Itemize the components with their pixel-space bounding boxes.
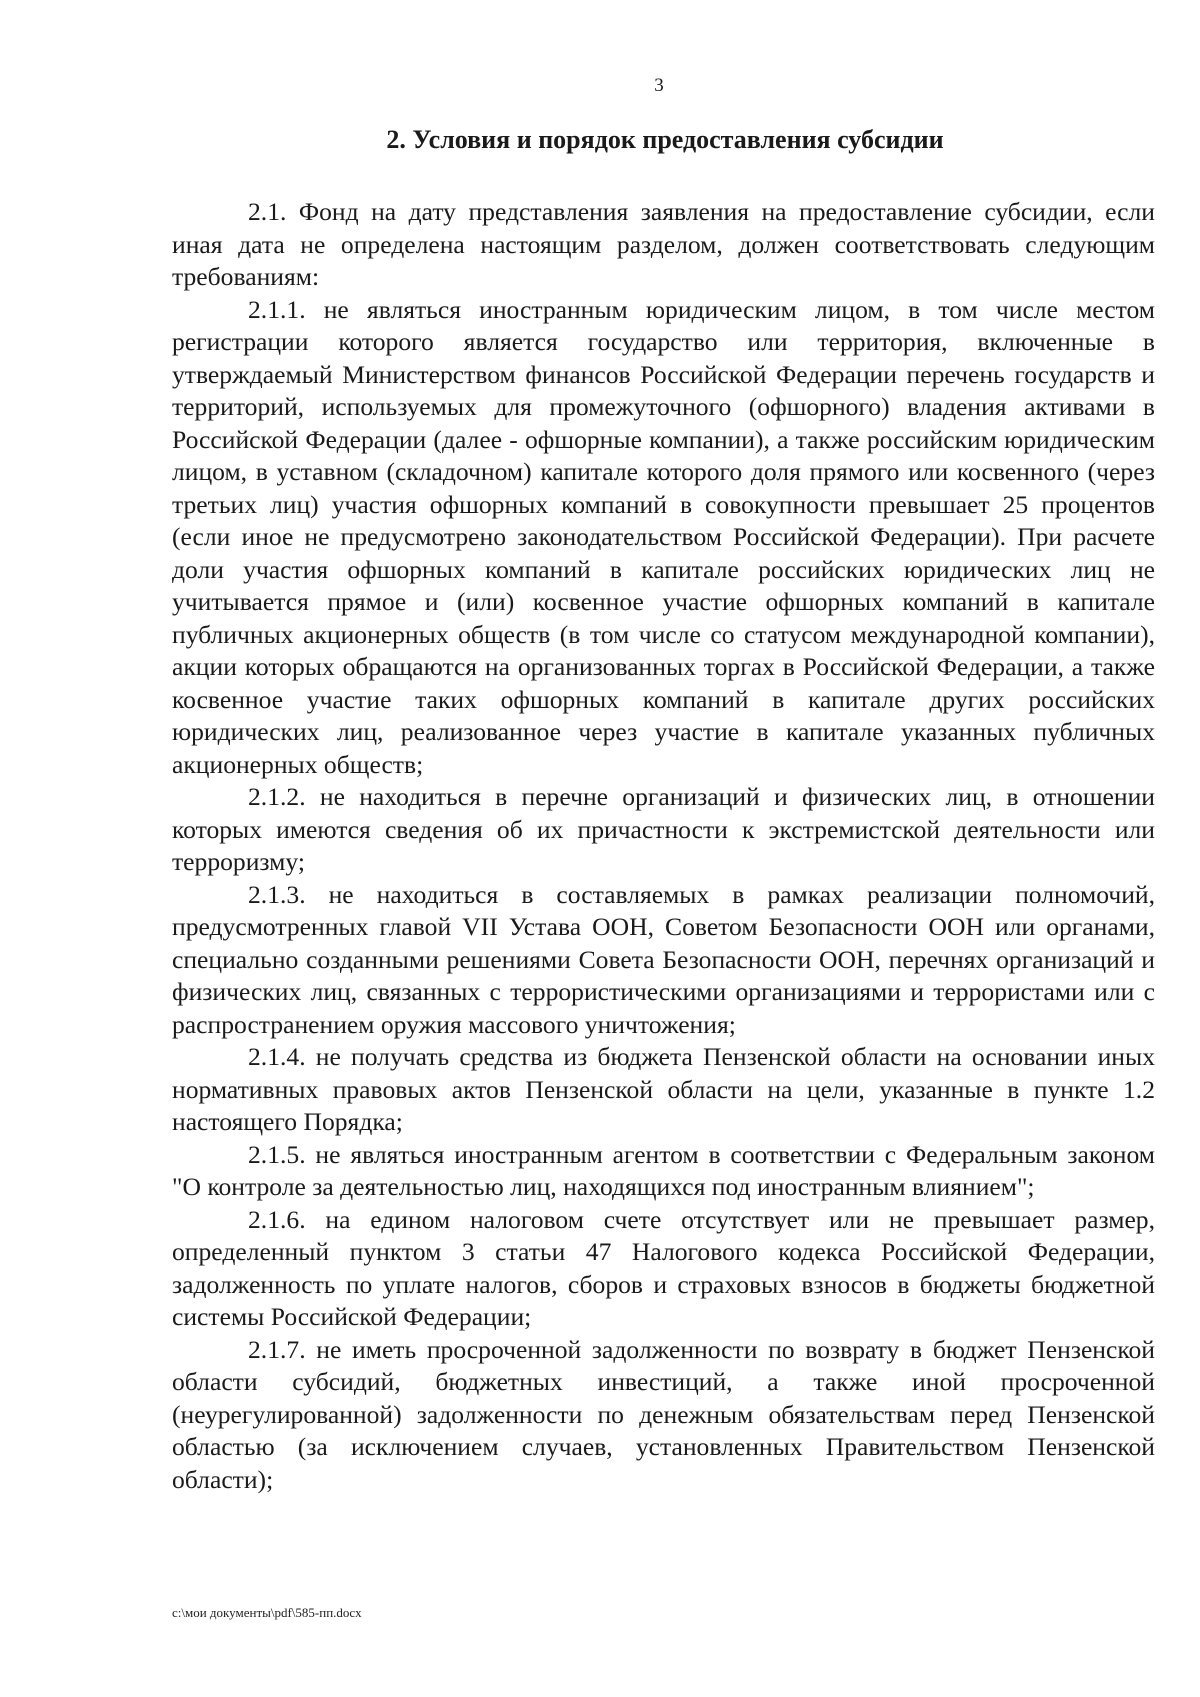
paragraph-2-1-3: 2.1.3. не находиться в составляемых в рамках реализации полномочий, предусмотренных главой VII Устава ООН, Советом Безопасности ООН или органами, специально созданными решениями Совета Безопасности ООН, перечнях организаций и физических лиц, связанных с террористическими организациями и террористами или с распространением оружия массового уничтожения; <box>172 879 1155 1039</box>
paragraph-2-1-2: 2.1.2. не находиться в перечне организаций и физических лиц, в отношении которых имеются сведения об их причастности к экстремистской деятельности или терроризму; <box>172 782 1155 876</box>
paragraph-2-1-6: 2.1.6. на едином налоговом счете отсутствует или не превышает размер, определенный пунктом 3 статьи 47 Налогового кодекса Российской Федерации, задолженность по уплате налогов, сборов и страховых взносов в бюджеты бюджетной системы Российской Федерации; <box>172 1204 1155 1331</box>
paragraph-2-1-5: 2.1.5. не являться иностранным агентом в соответствии с Федеральным законом "О контроле за деятельностью лиц, находящихся под иностранным влиянием"; <box>172 1139 1155 1201</box>
paragraph-2-1: 2.1. Фонд на дату представления заявления на предоставление субсидии, если иная дата не определена настоящим разделом, должен соответствовать следующим требованиям: <box>172 197 1155 291</box>
paragraph-2-1-7: 2.1.7. не иметь просроченной задолженности по возврату в бюджет Пензенской области субсидий, бюджетных инвестиций, а также иной просроченной (неурегулированной) задолженности по денежным обязательствам перед Пензенской областью (за исключением случаев, установленных Правительством Пензенской области); <box>172 1334 1155 1494</box>
paragraph-2-1-1: 2.1.1. не являться иностранным юридическим лицом, в том числе местом регистрации которого является государство или территория, включенные в утверждаемый Министерством финансов Российской Федерации перечень государств и территорий, используемых для промежуточного (офшорного) владения активами в Российской Федерации (далее - офшорные компании), а также российским юридическим лицом, в уставном (складочном) капитале которого доля прямого или косвенного (через третьих лиц) участия офшорных компаний в совокупности превышает 25 процентов (если иное не предусмотрено законодательством Российской Федерации). При расчете доли участия офшорных компаний в капитале российских юридических лиц не учитывается прямое и (или) косвенное участие офшорных компаний в капитале публичных акционерных обществ (в том числе со статусом международной компании), акции которых обращаются на организованных торгах в Российской Федерации, а также косвенное участие таких офшорных компаний в капитале других российских юридических лиц, реализованное через участие в капитале указанных публичных акционерных обществ; <box>172 294 1155 779</box>
page-number: 3 <box>654 75 664 96</box>
document-body <box>172 186 1155 1496</box>
paragraph-2-1-4: 2.1.4. не получать средства из бюджета Пензенской области на основании иных нормативных правовых актов Пензенской области на цели, указанные в пункте 1.2 настоящего Порядка; <box>172 1042 1155 1136</box>
section-heading: 2. Условия и порядок предоставления субсидии <box>386 125 944 154</box>
footer-file-path: c:\мои документы\pdf\585-пп.docx <box>172 1605 362 1620</box>
